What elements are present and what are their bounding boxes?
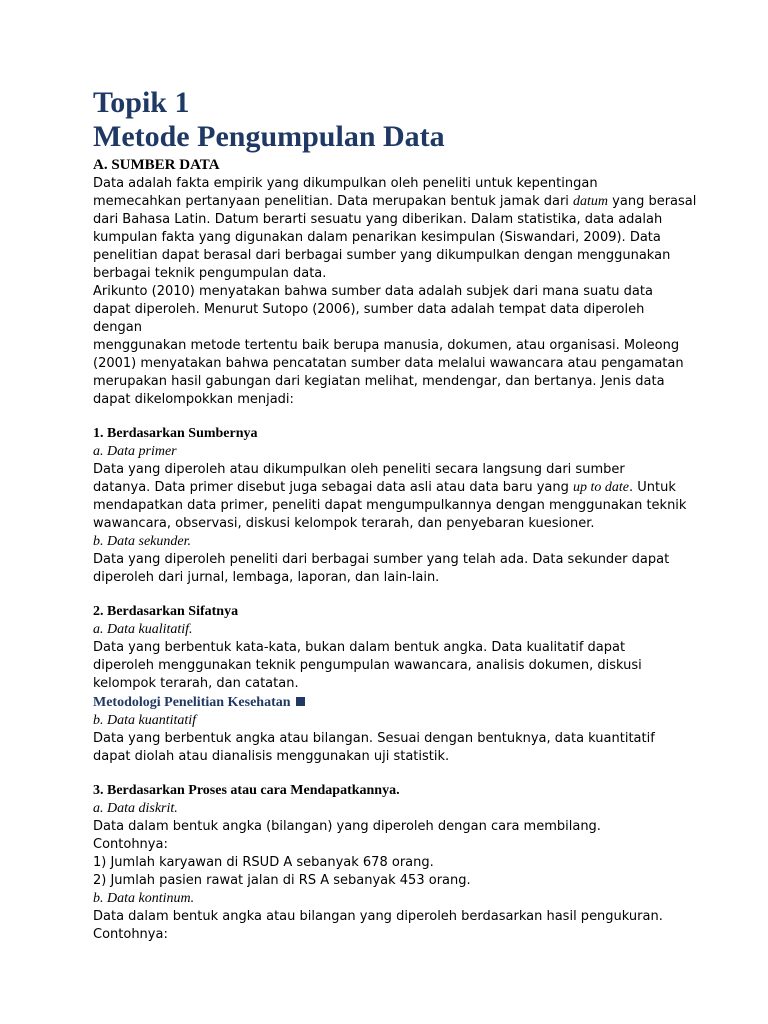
text-line: Data yang berbentuk angka atau bilangan. Sesuai dengan bentuknya, data kuantitatif — [93, 731, 655, 746]
text-line: mendapatkan data primer, peneliti dapat mengumpulkannya dengan menggunakan teknik — [93, 498, 687, 513]
spacer — [93, 587, 683, 603]
subsection-heading-3: 3. Berdasarkan Proses atau cara Mendapatkannya. — [93, 783, 400, 798]
text-line: Contohnya: — [93, 927, 168, 942]
paragraph-kontinum — [93, 908, 683, 944]
list-item: 1) Jumlah karyawan di RSUD A sebanyak 678 orang. — [93, 855, 434, 870]
italic-term: up to date — [573, 480, 630, 495]
section-heading-a: A. SUMBER DATA — [93, 157, 220, 173]
title-line-1: Topik 1 — [93, 86, 190, 119]
subsection-heading-2: 2. Berdasarkan Sifatnya — [93, 604, 239, 619]
text-line: berbagai teknik pengumpulan data. — [93, 266, 327, 281]
paragraph-kuantitatif — [93, 730, 683, 766]
page-content — [93, 86, 697, 944]
text-line: kelompok terarah, dan catatan. — [93, 676, 299, 691]
item-label-kuantitatif: b. Data kuantitatif — [93, 713, 197, 728]
text-line: dapat diperoleh. Menurut Sutopo (2006), sumber data adalah tempat data diperoleh — [93, 302, 645, 317]
subsection-heading-1: 1. Berdasarkan Sumbernya — [93, 426, 258, 441]
item-label-primer: a. Data primer — [93, 444, 177, 459]
text-line: dari Bahasa Latin. Datum berarti sesuatu yang diberikan. Dalam statistika, data adalah — [93, 212, 663, 227]
text-line: menggunakan metode tertentu baik berupa manusia, dokumen, atau organisasi. Moleong — [93, 338, 680, 353]
text-line: (2001) menyatakan bahwa pencatatan sumber data melalui wawancara atau pengamatan — [93, 356, 684, 371]
text-line: Data yang berbentuk kata-kata, bukan dalam bentuk angka. Data kualitatif dapat — [93, 640, 626, 655]
text-line: Data adalah fakta empirik yang dikumpulkan oleh peneliti untuk kepentingan — [93, 176, 598, 191]
text-line: diperoleh dari jurnal, lembaga, laporan, dan lain-lain. — [93, 570, 440, 585]
topic-title — [93, 86, 683, 154]
item-label-kualitatif: a. Data kualitatif. — [93, 622, 193, 637]
text-line: memecahkan pertanyaan penelitian. Data merupakan bentuk jamak dari datum yang berasal — [93, 194, 697, 209]
text-line: dapat dikelompokkan menjadi: — [93, 392, 294, 407]
text-line: merupakan hasil gabungan dari kegiatan melihat, mendengar, dan bertanya. Jenis data — [93, 374, 665, 389]
paragraph-diskrit — [93, 818, 683, 890]
italic-term: datum — [573, 194, 609, 209]
text-line: Arikunto (2010) menyatakan bahwa sumber data adalah subjek dari mana suatu data — [93, 284, 653, 299]
text-line: penelitian dapat berasal dari berbagai sumber yang dikumpulkan dengan menggunakan — [93, 248, 671, 263]
item-label-kontinum: b. Data kontinum. — [93, 891, 195, 906]
item-label-sekunder: b. Data sekunder. — [93, 534, 191, 549]
running-header: Metodologi Penelitian Kesehatan — [93, 693, 683, 712]
item-label-diskrit: a. Data diskrit. — [93, 801, 178, 816]
text-line: kumpulan fakta yang digunakan dalam penarikan kesimpulan (Siswandari, 2009). Data — [93, 230, 661, 245]
paragraph-sekunder — [93, 551, 683, 587]
list-item: 2) Jumlah pasien rawat jalan di RS A sebanyak 453 orang. — [93, 873, 471, 888]
text-line: Data dalam bentuk angka atau bilangan yang diperoleh berdasarkan hasil pengukuran. — [93, 909, 663, 924]
paragraph-kualitatif — [93, 639, 683, 693]
text-line: Data dalam bentuk angka (bilangan) yang diperoleh dengan cara membilang. — [93, 819, 601, 834]
text-line: Contohnya: — [93, 837, 168, 852]
intro-paragraph — [93, 175, 697, 409]
paragraph-primer — [93, 461, 687, 533]
spacer — [93, 766, 683, 782]
text-line: dengan — [93, 320, 142, 335]
text-line: Data yang diperoleh peneliti dari berbagai sumber yang telah ada. Data sekunder dapat — [93, 552, 670, 567]
text-line: diperoleh menggunakan teknik pengumpulan wawancara, analisis dokumen, diskusi — [93, 658, 642, 673]
spacer — [93, 409, 683, 425]
text-line: dapat diolah atau dianalisis menggunakan uji statistik. — [93, 749, 450, 764]
title-line-2: Metode Pengumpulan Data — [93, 120, 445, 153]
square-bullet-icon — [296, 697, 305, 706]
text-line: datanya. Data primer disebut juga sebagai data asli atau data baru yang up to date. Untuk — [93, 480, 676, 495]
text-line: Data yang diperoleh atau dikumpulkan oleh peneliti secara langsung dari sumber — [93, 462, 625, 477]
text-line: wawancara, observasi, diskusi kelompok terarah, dan penyebaran kuesioner. — [93, 516, 595, 531]
